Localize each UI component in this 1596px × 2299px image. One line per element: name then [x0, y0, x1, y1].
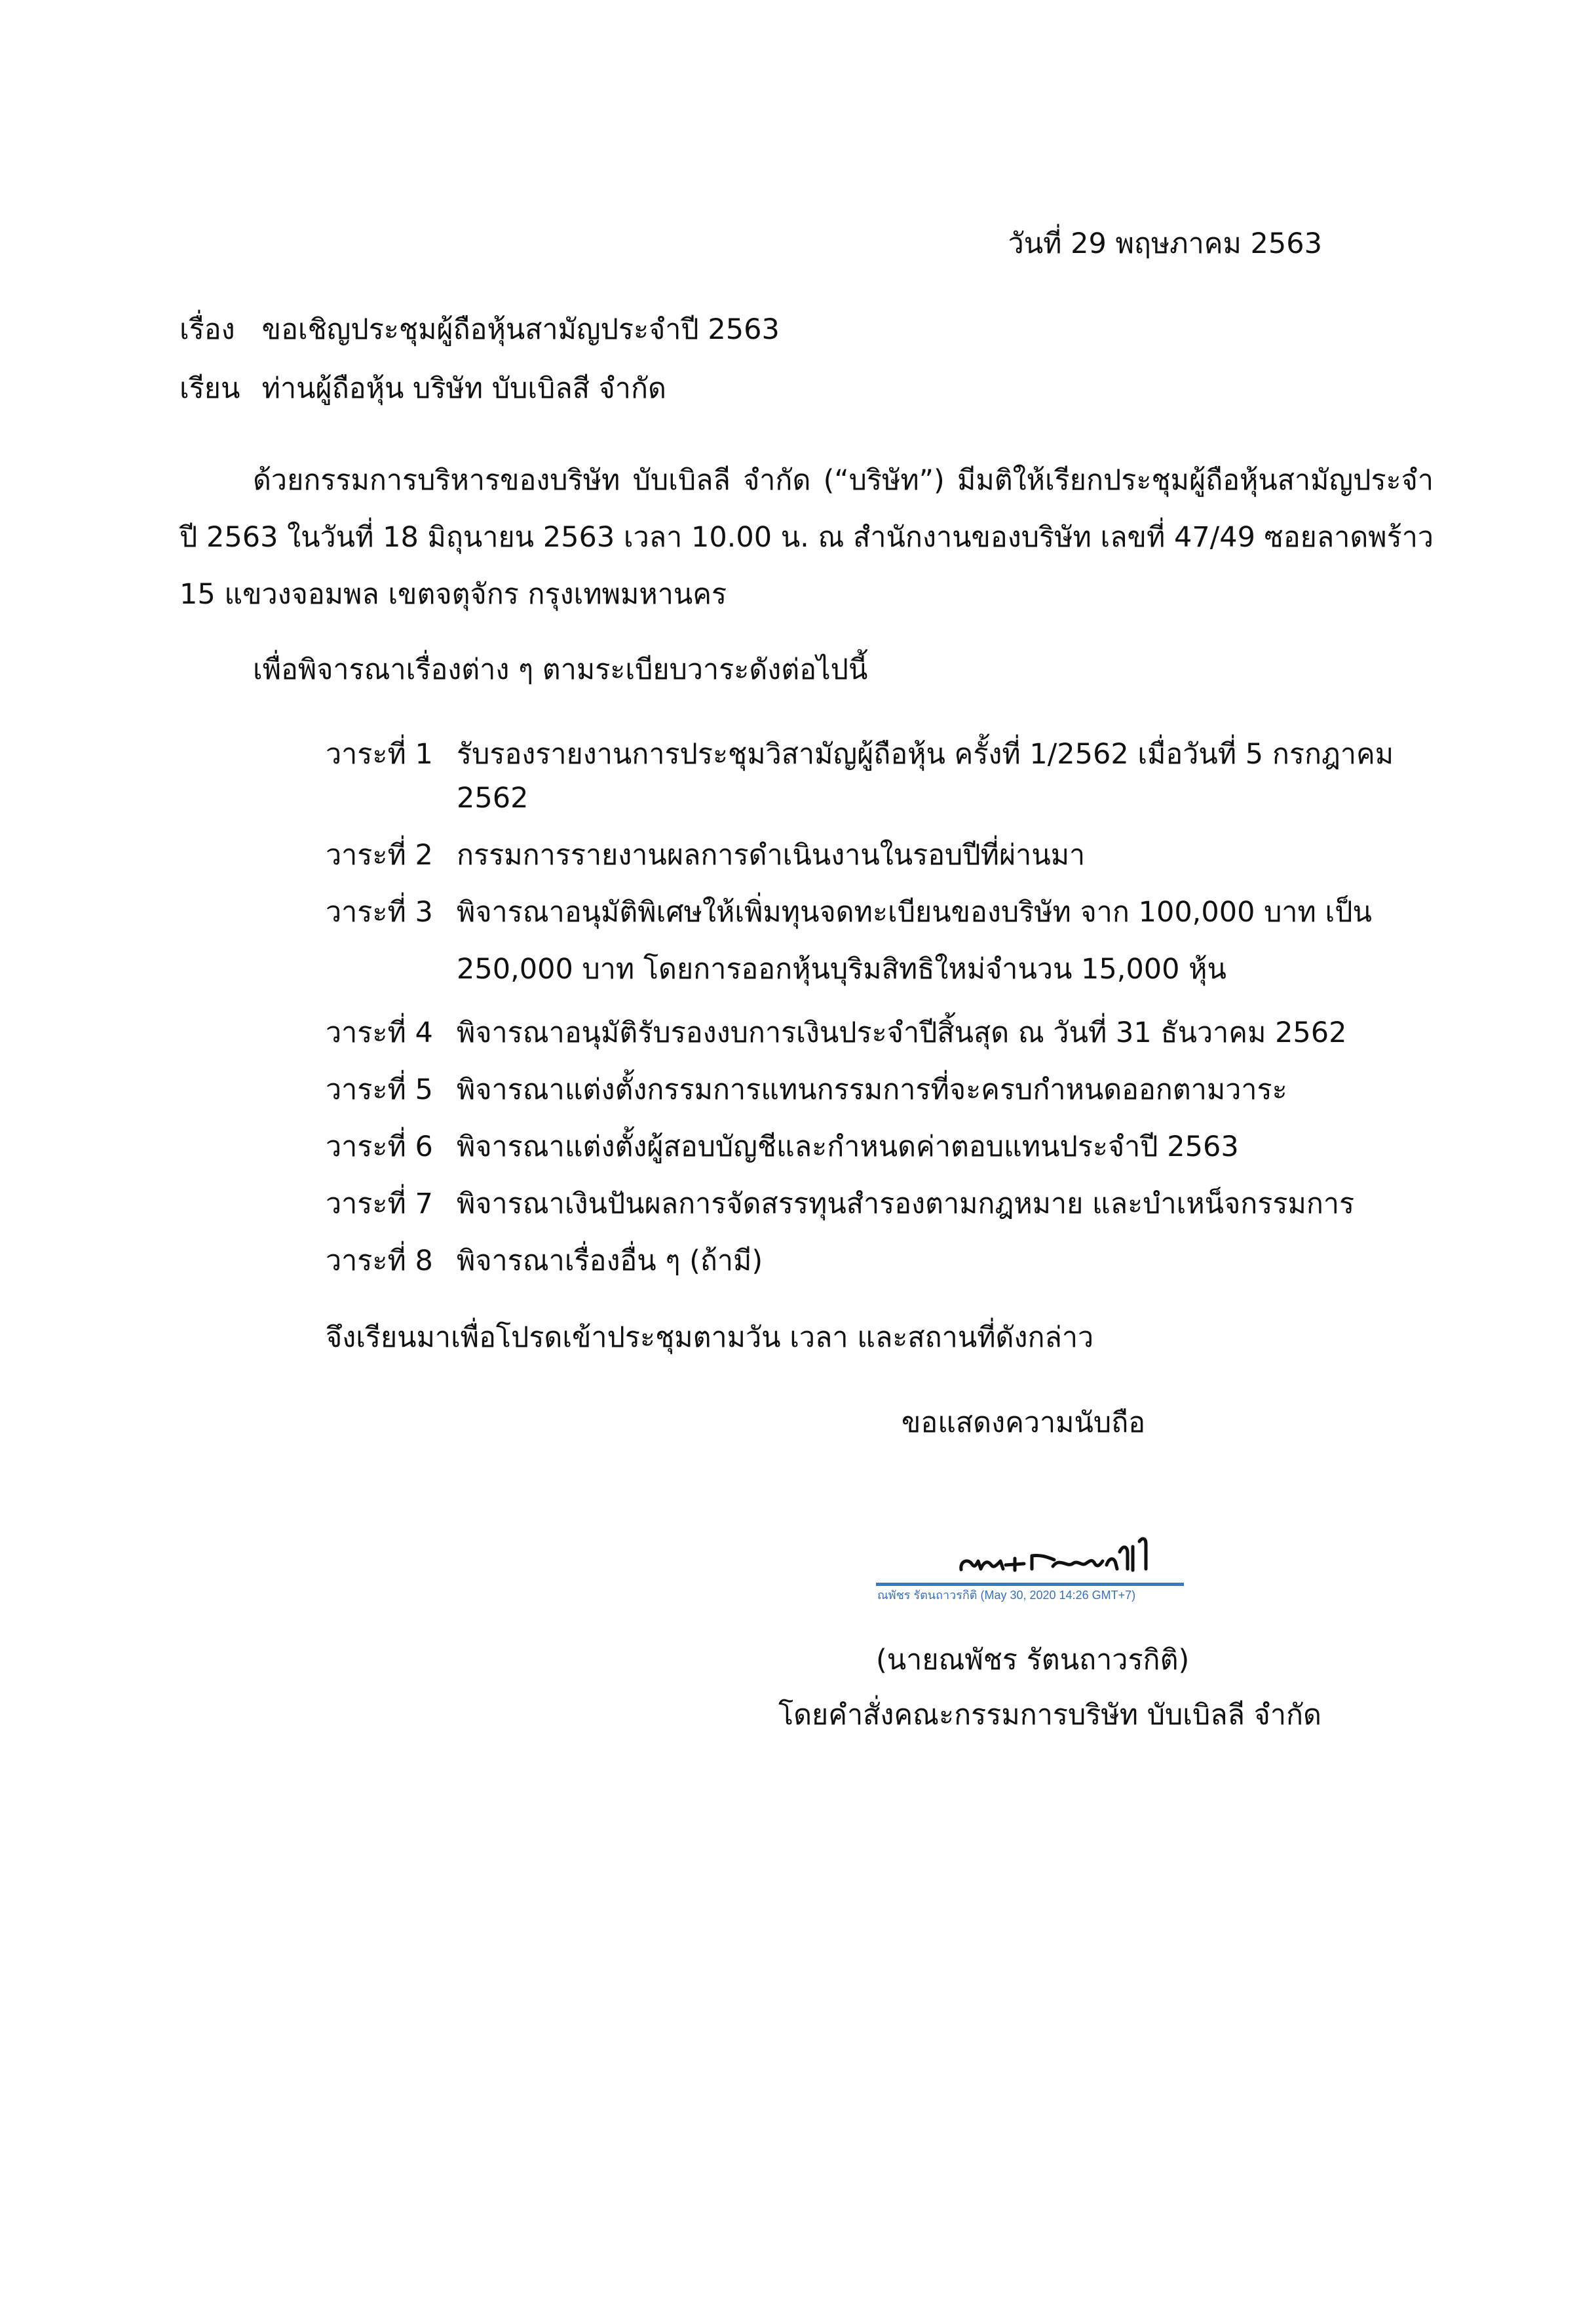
regards-text: ขอแสดงความนับถือ — [902, 1406, 1146, 1439]
agenda-text: พิจารณาเรื่องอื่น ๆ (ถ้ามี) — [457, 1245, 763, 1277]
agenda-item-8 — [326, 1239, 1453, 1283]
subject-line — [180, 313, 780, 347]
agenda-intro: เพื่อพิจารณาเรื่องต่าง ๆ ตามระเบียบวาระดังต่อไปนี้ — [253, 653, 868, 686]
agenda-number: วาระที่ 5 — [326, 1073, 433, 1106]
agenda-text: พิจารณาแต่งตั้งกรรมการแทนกรรมการที่จะครบกำหนดออกตามวาระ — [457, 1073, 1287, 1106]
closing-sentence: จึงเรียนมาเพื่อโปรดเข้าประชุมตามวัน เวลา และสถานที่ดังกล่าว — [326, 1321, 1094, 1354]
agenda-item-6 — [326, 1125, 1453, 1169]
agenda-number: วาระที่ 6 — [326, 1130, 433, 1163]
recipient-text: ท่านผู้ถือหุ้น บริษัท บับเบิลสี จำกัด — [261, 372, 666, 405]
signature-underline — [876, 1583, 1184, 1586]
signature-image — [876, 1501, 1184, 1583]
recipient-line — [180, 372, 666, 406]
signature-caption: ณพัชร รัตนถาวรกิติ (May 30, 2020 14:26 GMT+7) — [877, 1589, 1136, 1602]
agenda-item-1 — [326, 733, 1453, 821]
agenda-text: พิจารณาเงินปันผลการจัดสรรทุนสำรองตามกฎหมาย และบำเหน็จกรรมการ — [457, 1188, 1355, 1220]
agenda-list — [326, 733, 1453, 1296]
agenda-text: รับรองรายงานการประชุมวิสามัญผู้ถือหุ้น ครั้งที่ 1/2562 เมื่อวันที่ 5 กรกฎาคม 2562 — [457, 738, 1394, 815]
agenda-number: วาระที่ 8 — [326, 1245, 433, 1277]
agenda-item-4 — [326, 1011, 1453, 1055]
agenda-number: วาระที่ 7 — [326, 1188, 433, 1220]
agenda-text: พิจารณาอนุมัติพิเศษให้เพิ่มทุนจดทะเบียนของบริษัท จาก 100,000 บาท เป็น 250,000 บาท โดยการออกหุ้นบุริมสิทธิใหม่จำนวน 15,000 หุ้น — [457, 896, 1372, 986]
subject-label: เรื่อง — [180, 313, 235, 346]
agenda-number: วาระที่ 3 — [326, 896, 433, 929]
agenda-item-3 — [326, 891, 1453, 998]
agenda-text: พิจารณาแต่งตั้งผู้สอบบัญชีและกำหนดค่าตอบแทนประจำปี 2563 — [457, 1130, 1239, 1163]
signer-name: (นายณพัชร รัตนถาวรกิติ) — [876, 1644, 1190, 1676]
agenda-item-5 — [326, 1068, 1453, 1112]
signer-authority: โดยคำสั่งคณะกรรมการบริษัท บับเบิลลี จำกัด — [778, 1699, 1321, 1731]
agenda-item-2 — [326, 834, 1453, 878]
body-paragraph: ด้วยกรรมการบริหารของบริษัท บับเบิลลี จำกัด (“บริษัท”) มีมติให้เรียกประชุมผู้ถือหุ้นสามัญประจำปี 2563 ในวันที่ 18 มิถุนายน 2563 เวลา 10.00 น. ณ สำนักงานของบริษัท เลขที่ 47/49 ซอยลาดพร้าว 15 แขวงจอมพล เขตจตุจักร กรุงเทพมหานคร — [180, 464, 1434, 611]
signature-block — [876, 1501, 1184, 1602]
agenda-item-7 — [326, 1182, 1453, 1226]
agenda-number: วาระที่ 4 — [326, 1016, 433, 1049]
agenda-number: วาระที่ 2 — [326, 839, 433, 872]
agenda-text: พิจารณาอนุมัติรับรองงบการเงินประจำปีสิ้นสุด ณ วันที่ 31 ธันวาคม 2562 — [457, 1016, 1347, 1049]
recipient-label: เรียน — [180, 372, 240, 405]
agenda-number: วาระที่ 1 — [326, 738, 433, 771]
agenda-text: กรรมการรายงานผลการดำเนินงานในรอบปีที่ผ่านมา — [457, 839, 1086, 872]
letter-date: วันที่ 29 พฤษภาคม 2563 — [1008, 227, 1322, 260]
subject-text: ขอเชิญประชุมผู้ถือหุ้นสามัญประจำปี 2563 — [261, 313, 780, 346]
